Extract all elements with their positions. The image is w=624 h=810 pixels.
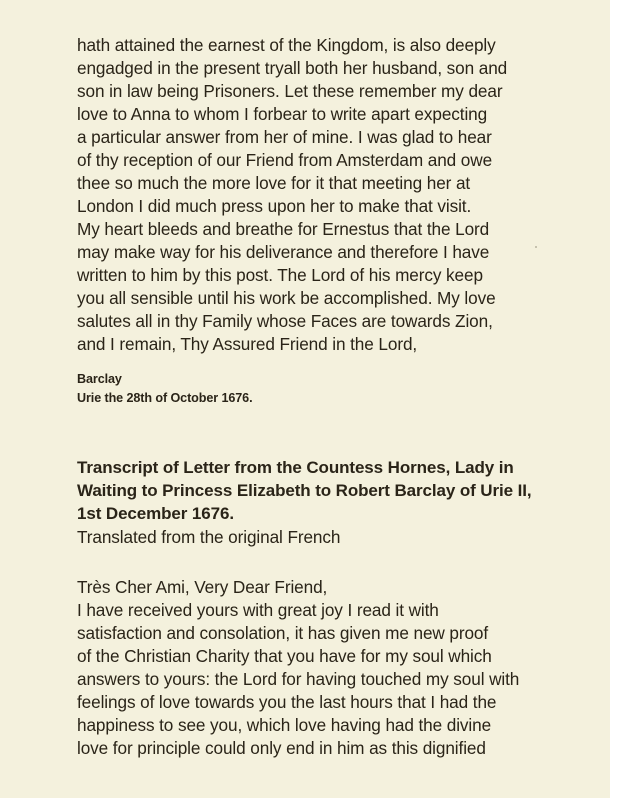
text-line: you all sensible until his work be accomplished. My love: [77, 288, 496, 308]
transcript-heading: [77, 456, 531, 525]
heading-line: 1st December 1676.: [77, 504, 234, 523]
text-line: feelings of love towards you the last hours that I had the: [77, 692, 497, 712]
salutation: Très Cher Ami, Very Dear Friend,: [77, 577, 328, 597]
text-line: of the Christian Charity that you have for my soul which: [77, 646, 492, 666]
paper-speck: [535, 246, 537, 248]
text-line: My heart bleeds and breathe for Ernestus that the Lord: [77, 219, 490, 239]
text-line: may make way for his deliverance and therefore I have: [77, 242, 490, 262]
bottom-margin: [0, 798, 624, 810]
subtitle-line: Translated from the original French: [77, 527, 341, 547]
text-line: salutes all in thy Family whose Faces are towards Zion,: [77, 311, 493, 331]
text-line: hath attained the earnest of the Kingdom, is also deeply: [77, 35, 496, 55]
signature-name: Barclay: [77, 372, 122, 386]
text-line: of thy reception of our Friend from Amsterdam and owe: [77, 150, 493, 170]
text-line: a particular answer from her of mine. I was glad to hear: [77, 127, 492, 147]
heading-line: Transcript of Letter from the Countess Hornes, Lady in: [77, 458, 514, 477]
text-line: son in law being Prisoners. Let these remember my dear: [77, 81, 503, 101]
heading-line: Waiting to Princess Elizabeth to Robert Barclay of Urie II,: [77, 481, 532, 500]
right-margin: [610, 0, 624, 810]
signature-block: [77, 370, 252, 408]
text-line: happiness to see you, which love having had the divine: [77, 715, 492, 735]
text-line: love to Anna to whom I forbear to write apart expecting: [77, 104, 488, 124]
text-line: thee so much the more love for it that meeting her at: [77, 173, 471, 193]
letter-body-barclay: [77, 34, 507, 356]
text-line: engadged in the present tryall both her husband, son and: [77, 58, 508, 78]
signature-place-date: Urie the 28th of October 1676.: [77, 391, 253, 405]
letter-body-countess: [77, 576, 519, 760]
text-line: love for principle could only end in him as this dignified: [77, 738, 486, 758]
text-line: written to him by this post. The Lord of his mercy keep: [77, 265, 483, 285]
text-line: I have received yours with great joy I read it with: [77, 600, 439, 620]
text-line: and I remain, Thy Assured Friend in the Lord,: [77, 334, 418, 354]
text-line: satisfaction and consolation, it has given me new proof: [77, 623, 489, 643]
transcript-subtitle: [77, 526, 340, 549]
text-line: answers to yours: the Lord for having touched my soul with: [77, 669, 520, 689]
text-line: London I did much press upon her to make that visit.: [77, 196, 472, 216]
